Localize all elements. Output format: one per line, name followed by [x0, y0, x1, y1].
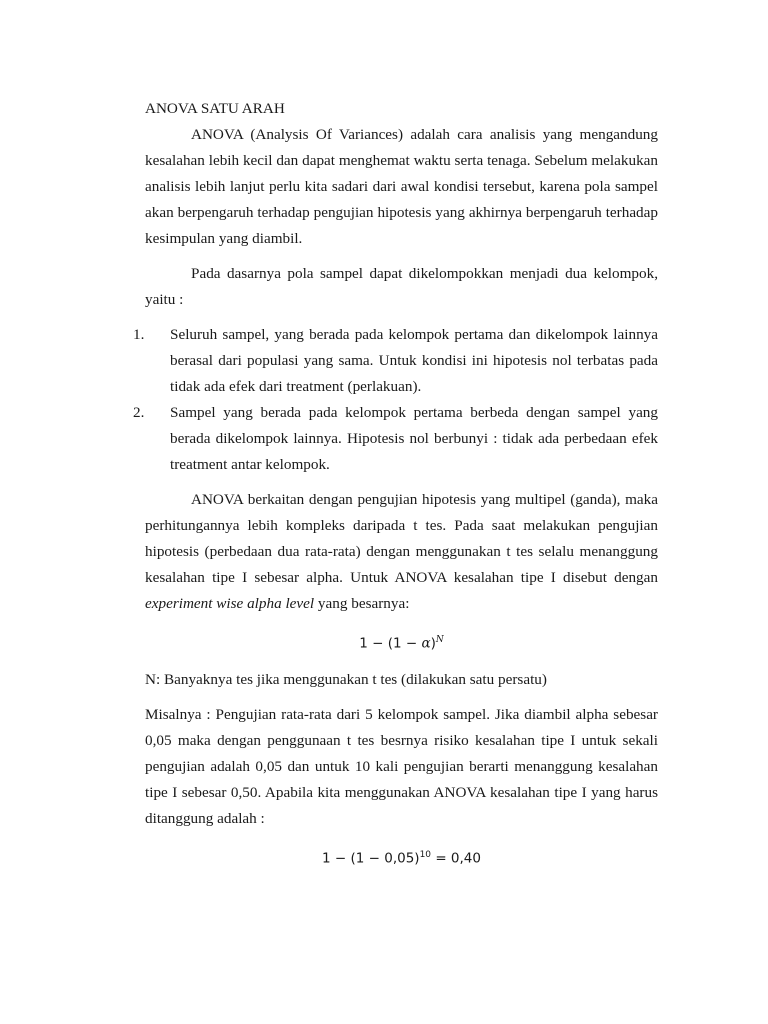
formula-example — [145, 842, 658, 872]
formula-experiment-wise — [145, 627, 658, 657]
list-item-text: Seluruh sampel, yang berada pada kelompok pertama dan dikelompok lainnya berasal dari populasi yang sama. Untuk kondisi ini hipotesis nol terbatas pada tidak ada efek dari treatment (perlakuan). — [170, 326, 658, 395]
formula-exponent: N — [435, 635, 444, 645]
note-paragraph: N: Banyaknya tes jika menggunakan t tes (dilakukan satu persatu) — [145, 670, 547, 688]
formula-exponent: 10 — [419, 849, 432, 860]
formula-base: 1 − (1 − — [359, 635, 422, 652]
example-paragraph: Misalnya : Pengujian rata-rata dari 5 kelompok sampel. Jika diambil alpha sebesar 0,05 maka dengan penggunaan t tes besrnya risiko kesalahan tipe I untuk sekali pengujian adalah 0,05 dan untuk 10 kali pengujian berarti menanggung kesalahan tipe I sebesar 0,50. Apabila kita menggunakan ANOVA kesalahan tipe I yang harus ditanggung adalah : — [145, 705, 658, 827]
list-item-number: 1. — [133, 326, 145, 343]
formula-alpha: α — [421, 635, 431, 652]
anova-paragraph-end: yang besarnya: — [314, 595, 410, 612]
anova-paragraph-text: ANOVA berkaitan dengan pengujian hipotesis yang multipel (ganda), maka perhitungannya lebih kompleks daripada t tes. Pada saat melakukan pengujian hipotesis (perbedaan dua rata-rata) dengan menggunakan t tes selalu menanggung kesalahan tipe I sebesar alpha. Untuk ANOVA kesalahan tipe I disebut dengan — [145, 491, 658, 586]
list-item-text: Sampel yang berada pada kelompok pertama berbeda dengan sampel yang berada dikelompok lainnya. Hipotesis nol berbunyi : tidak ada perbedaan efek treatment antar kelompok. — [170, 404, 658, 473]
anova-paragraph — [145, 487, 658, 617]
sample-pattern-paragraph: Pada dasarnya pola sampel dapat dikelompokkan menjadi dua kelompok, yaitu : — [145, 265, 658, 308]
document-page — [133, 96, 658, 881]
sample-pattern-list — [133, 322, 658, 478]
list-item — [133, 322, 658, 400]
list-item — [133, 400, 658, 478]
formula-close: ) — [430, 635, 436, 652]
experiment-wise-term: experiment wise alpha level — [145, 595, 315, 612]
document-title: ANOVA SATU ARAH — [145, 100, 285, 117]
formula-result: = 0,40 — [431, 850, 481, 866]
intro-paragraph: ANOVA (Analysis Of Variances) adalah cara analisis yang mengandung kesalahan lebih kecil dan dapat menghemat waktu serta tenaga. Sebelum melakukan analisis lebih lanjut perlu kita sadari dari awal kondisi tersebut, karena pola sampel akan berpengaruh terhadap pengujian hipotesis yang akhirnya berpengaruh terhadap kesimpulan yang diambil. — [145, 126, 658, 247]
list-item-number: 2. — [133, 404, 145, 421]
formula-base: 1 − (1 − 0,05) — [322, 850, 420, 866]
